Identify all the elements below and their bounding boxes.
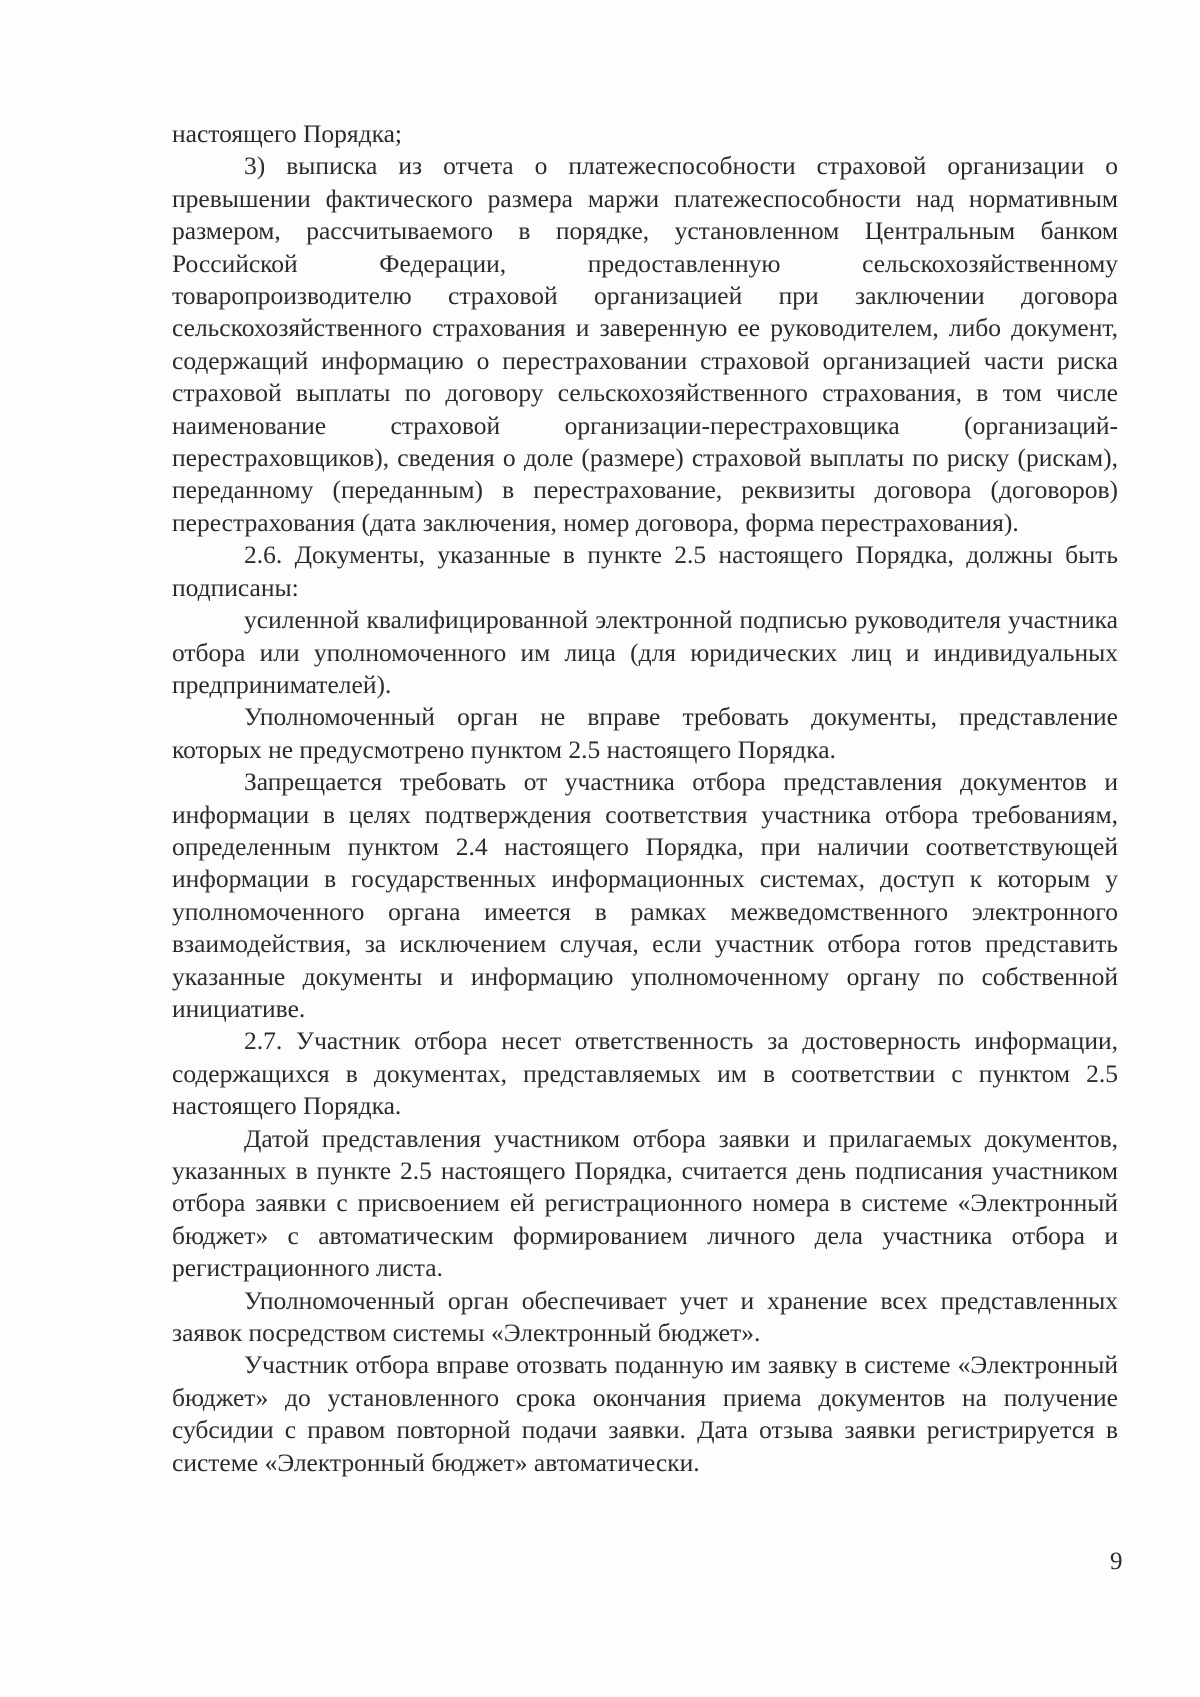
document-body [172, 118, 1118, 1479]
paragraph-8: Датой представления участником отбора заявки и прилагаемых документов, указанных в пункте 2.5 настоящего Порядка, считается день подписания участником отбора заявки с присвоением ей регистрационного номера в системе «Электронный бюджет» с автоматическим формированием личного дела участника отбора и регистрационного листа. [172, 1123, 1118, 1283]
paragraph-4: усиленной квалифицированной электронной подписью руководителя участника отбора или уполномоченного им лица (для юридических лиц и индивидуальных предпринимателей). [172, 605, 1118, 699]
paragraph-5: Уполномоченный орган не вправе требовать документы, представление которых не предусмотрено пунктом 2.5 настоящего Порядка. [172, 702, 1118, 764]
paragraph-10: Участник отбора вправе отозвать поданную им заявку в системе «Электронный бюджет» до установленного срока окончания приема документов на получение субсидии с правом повторной подачи заявки. Дата отзыва заявки регистрируется в системе «Электронный бюджет» автоматически. [172, 1350, 1118, 1477]
paragraph-3: 2.6. Документы, указанные в пункте 2.5 настоящего Порядка, должны быть подписаны: [172, 540, 1118, 602]
paragraph-7: 2.7. Участник отбора несет ответственность за достоверность информации, содержащихся в документах, представляемых им в соответствии с пунктом 2.5 настоящего Порядка. [172, 1026, 1118, 1121]
page-number: 9 [1110, 1548, 1123, 1575]
paragraph-1: настоящего Порядка; [172, 119, 403, 148]
paragraph-9: Уполномоченный орган обеспечивает учет и хранение всех представленных заявок посредством системы «Электронный бюджет». [172, 1285, 1118, 1348]
paragraph-2: 3) выписка из отчета о платежеспособности страховой организации о превышении фактического размера маржи платежеспособности над нормативным размером, рассчитываемого в порядке, установленном Центральным банком Российской Федерации, предоставленную сельскохозяйственному товаропроизводителю страховой организацией при заключении договора сельскохозяйственного страхования и заверенную ее руководителем, либо документ, содержащий информацию о перестраховании страховой организацией части риска страховой выплаты по договору сельскохозяйственного страхования, в том числе наименование страховой организации-перестраховщика (организаций-перестраховщиков), сведения о доле (размере) страховой выплаты по риску (рискам), переданному (переданным) в перестрахование, реквизиты договора (договоров) перестрахования (дата заключения, номер договора, форма перестрахования). [172, 151, 1118, 537]
paragraph-6: Запрещается требовать от участника отбора представления документов и информации в целях подтверждения соответствия участника отбора требованиям, определенным пунктом 2.4 настоящего Порядка, при наличии соответствующей информации в государственных информационных системах, доступ к которым у уполномоченного органа имеется в рамках межведомственного электронного взаимодействия, за исключением случая, если участник отбора готов представить указанные документы и информацию уполномоченному органу по собственной инициативе. [172, 767, 1118, 1023]
